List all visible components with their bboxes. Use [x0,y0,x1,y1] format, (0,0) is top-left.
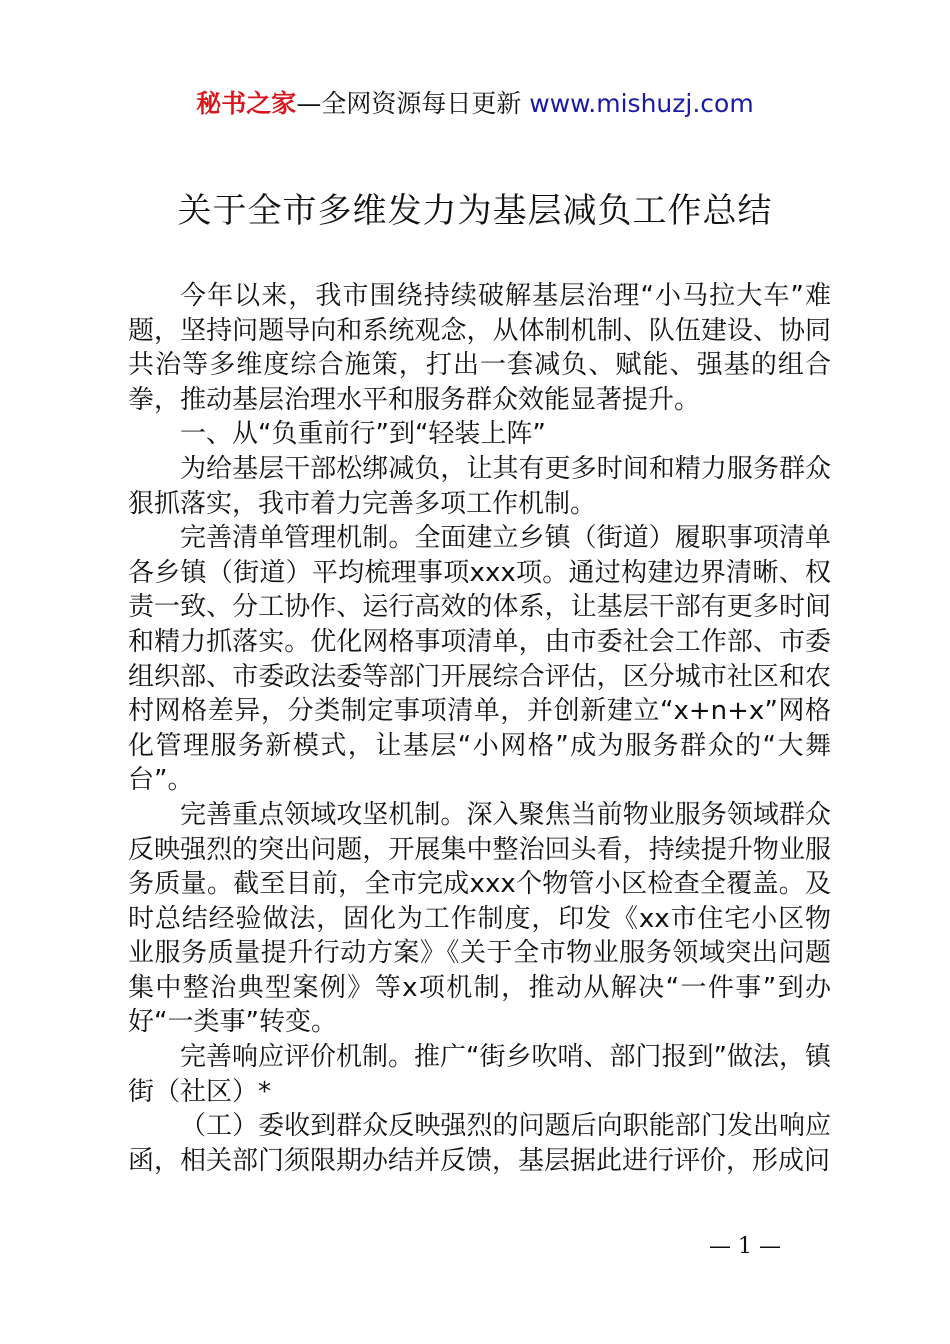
site-header [0,86,950,122]
page-number: — 1 — [709,1234,781,1259]
header-url[interactable]: www.mishuzj.com [529,89,754,118]
paragraph-key-area-mechanism: 完善重点领域攻坚机制。深入聚焦当前物业服务领域群众反映强烈的突出问题，开展集中整治回头看，持续提升物业服务质量。截至目前，全市完成xxx个物管小区检查全覆盖。及时总结经验做法，固化为工作制度，印发《xx市住宅小区物业服务质量提升行动方案》《关于全市物业服务领域突出问题集中整治典型案例》等x项机制，推动从解决“一件事”到办好“一类事”转变。 [128,799,831,1038]
document-title: 关于全市多维发力为基层减负工作总结 [177,191,773,231]
header-slogan: —全网资源每日更新 [296,89,530,118]
brand-name: 秘书之家 [196,89,297,118]
section-heading-1: 一、从“负重前行”到“轻装上阵” [180,419,546,450]
paragraph-section-intro: 为给基层干部松绑减负，让其有更多时间和精力服务群众狠抓落实，我市着力完善多项工作机制。 [128,453,831,519]
paragraph-continuation: （工）委收到群众反映强烈的问题后向职能部门发出响应函，相关部门须限期办结并反馈，基层据此进行评价，形成问 [128,1111,831,1176]
document-body [128,279,831,1178]
paragraph-intro: 今年以来，我市围绕持续破解基层治理“小马拉大车”难题，坚持问题导向和系统观念，从体制机制、队伍建设、协同共治等多维度综合施策，打出一套减负、赋能、强基的组合拳，推动基层治理水平和服务群众效能显著提升。 [128,281,831,415]
paragraph-list-mechanism: 完善清单管理机制。全面建立乡镇（街道）履职事项清单各乡镇（街道）平均梳理事项xxx项。通过构建边界清晰、权责一致、分工协作、运行高效的体系，让基层干部有更多时间和精力抓落实。优化网格事项清单，由市委社会工作部、市委组织部、市委政法委等部门开展综合评估，区分城市社区和农村网格差异，分类制定事项清单，并创新建立“x+n+x”网格化管理服务新模式，让基层“小网格”成为服务群众的“大舞台”。 [128,523,831,796]
paragraph-response-mechanism: 完善响应评价机制。推广“街乡吹哨、部门报到”做法，镇街（社区）* [128,1042,831,1107]
